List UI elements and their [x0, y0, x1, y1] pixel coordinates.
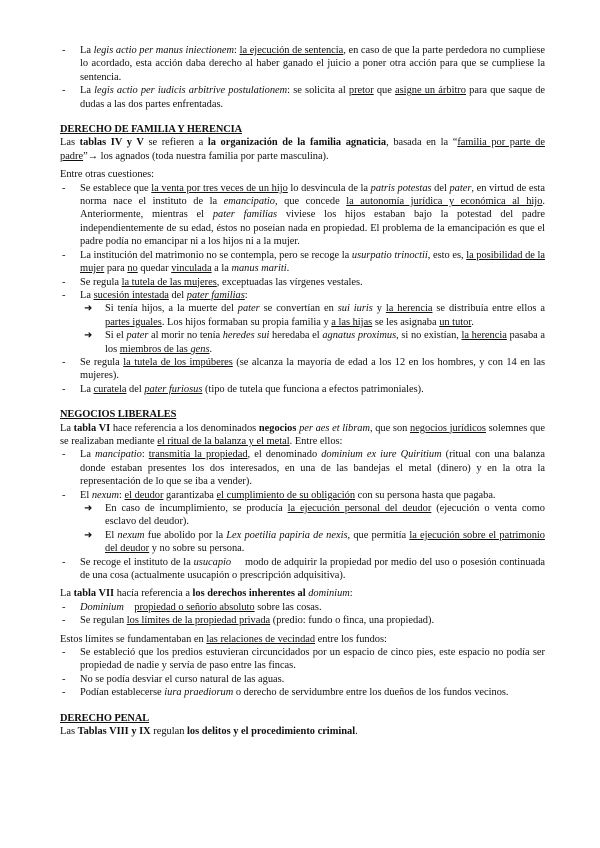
latin-term: gens	[190, 343, 210, 355]
underlined-text: la herencia	[385, 303, 433, 315]
arrow-item-incumplimiento	[60, 502, 545, 529]
text: , el denominado	[247, 449, 322, 461]
text: fue abolido por la	[144, 529, 227, 541]
underlined-text: partes iguales	[105, 316, 162, 328]
text: . Entre ellos:	[289, 435, 343, 447]
underlined-text: un tutor	[439, 316, 472, 328]
latin-term: per aes et libram	[299, 422, 370, 434]
text: , si no existían,	[396, 330, 462, 342]
text: quedar	[137, 263, 172, 275]
latin-term: nexum	[91, 489, 119, 501]
text: Se regula	[80, 356, 124, 368]
text: del	[431, 182, 450, 194]
list-item-legis-actio-iudicis	[60, 84, 545, 111]
text: La	[80, 85, 95, 97]
bold-text: negocios	[258, 422, 297, 434]
bold-text: tabla VII	[73, 588, 115, 600]
text: Si el	[105, 330, 127, 342]
list-item-sucesion	[60, 289, 545, 302]
text: del	[168, 289, 187, 301]
latin-term: sui iuris	[337, 303, 373, 315]
text: viviese los hijos estaban bajo la potestad del padre independientemente de su edad, éstos no poseían nada en propiedad. El problema de la emancipación es que el padre podía no emancipar ni a los hijos ni a la mujer.	[80, 209, 545, 248]
underlined-text: la autonomía jurídica y económica al hijo	[346, 196, 543, 208]
text: En caso de incumplimiento, se producía	[105, 503, 288, 514]
latin-term: agnatus proximus	[322, 330, 397, 342]
text: : se solicita al	[287, 85, 349, 97]
text: del	[126, 383, 145, 395]
underlined-text: sucesión intestada	[93, 289, 169, 301]
bold-text: los derechos inherentes al	[192, 588, 306, 600]
underlined-text: el cumplimiento de su obligación	[216, 489, 356, 501]
latin-term: pater familias	[186, 289, 245, 301]
bold-text: Tablas VIII y IX	[77, 726, 151, 738]
list-item-matrimonio	[60, 249, 545, 276]
text: La	[80, 383, 94, 395]
text: :	[349, 588, 353, 600]
text: Las	[60, 726, 78, 738]
text: La	[80, 45, 94, 56]
text: . Anteriormente, mientras el	[80, 196, 546, 221]
text: a la	[211, 263, 232, 275]
text: Se establece que	[80, 182, 152, 194]
text: La	[80, 289, 94, 301]
underlined-text: la venta por tres veces de un hijo	[151, 182, 288, 194]
latin-term: Lex poetilia papiria de nexis	[226, 529, 348, 541]
paragraph-limites	[60, 633, 545, 646]
text: , exceptuadas las vírgenes vestales.	[216, 276, 363, 288]
underlined-text: la ejecución personal del deudor	[287, 503, 432, 514]
text: para	[104, 263, 128, 275]
text: Se regulan	[80, 615, 127, 627]
latin-term: legis actio per manus iniectionem	[93, 45, 235, 56]
section-heading-negocios: NEGOCIOS LIBERALES	[60, 409, 177, 421]
text: , en virtud de esta norma nace el instituto de la	[80, 182, 546, 208]
text: , que son	[369, 422, 410, 434]
latin-term: heredes sui	[222, 330, 270, 342]
underlined-text: miembros de las	[119, 343, 191, 355]
underlined-text: el deudor	[124, 489, 164, 501]
list-item-tutela-mujeres	[60, 276, 545, 289]
list-item-curatela	[60, 383, 545, 396]
text: El	[80, 489, 92, 501]
text: Si tenía hijos, a la muerte del	[105, 303, 238, 315]
arrow-item-hijos	[60, 302, 545, 329]
text: La	[60, 588, 74, 600]
latin-term: nexum	[117, 529, 145, 541]
latin-term: usucapio	[193, 556, 232, 568]
text: :	[244, 289, 248, 301]
text: que	[373, 85, 396, 97]
text: regulan	[150, 726, 188, 738]
text: .	[471, 316, 474, 328]
text: y	[372, 303, 386, 315]
text: se convertían en	[259, 303, 338, 315]
underlined-text: pretor	[348, 85, 374, 97]
text: (se alcanza la mayoría de edad a los 12 en los hombres, y con 14 en las mujeres).	[80, 356, 545, 382]
list-item-usucapio	[60, 556, 548, 583]
text: lo desvincula de la	[287, 182, 371, 194]
paragraph-tablas-iv-v	[60, 136, 545, 163]
underlined-text: la ejecución sobre el patrimonio del deudor	[105, 529, 545, 555]
bold-text: tabla VI	[73, 422, 111, 434]
text: :	[234, 45, 240, 56]
section-heading-familia: DERECHO DE FAMILIA Y HERENCIA	[60, 124, 243, 136]
list-item-mancipatio	[60, 448, 545, 488]
text: :	[141, 449, 149, 461]
arrow-item-lex-poetilia	[60, 529, 545, 556]
latin-term: dominium	[308, 588, 350, 600]
text: El	[105, 529, 118, 541]
text: entre los fundos:	[315, 633, 387, 645]
underlined-text: la ejecución de sentencia	[239, 45, 344, 56]
list-item-predios: - Se estableció que los predios estuvieran circuncidados por un espacio de cinco pies, este espacio no podía ser propiedad de nadie y servía de paso entre las fincas.	[60, 646, 545, 673]
latin-term: usurpatio trinoctii	[351, 249, 428, 261]
underlined-text: asigne un árbitro	[395, 85, 466, 97]
text: (tipo de tutela que funciona a efectos patrimoniales).	[202, 383, 424, 395]
list-item-aguas: - No se podía desviar el curso natural de las aguas.	[60, 673, 545, 686]
text: se refieren a	[143, 137, 208, 149]
text: . Los hijos formaban su propia familia y	[161, 316, 332, 328]
text: se distribuía entre ellos a	[432, 303, 545, 315]
latin-term: pater familias	[212, 209, 278, 221]
underlined-text: propiedad o señorío absoluto	[134, 601, 255, 613]
text: , en caso de que la parte perdedora no cumpliese lo acordado, esta acción daba derecho al haber ganado el juicio a poner otra acción para que se cumpliese la sentencia.	[80, 45, 545, 83]
underlined-text: curatela	[93, 383, 127, 395]
latin-term: manus mariti	[231, 263, 287, 275]
latin-term: emancipatio	[223, 196, 276, 208]
text: al morir no tenía	[148, 330, 223, 342]
latin-term: mancipatio	[95, 449, 142, 461]
text: .	[355, 726, 358, 738]
list-item-iura-praediorum	[60, 686, 545, 699]
text: solemnes que se realizaban mediante	[60, 422, 545, 447]
paragraph-tabla-vii	[60, 587, 545, 600]
text: Se regula	[80, 276, 122, 288]
list-item-emancipatio	[60, 182, 545, 249]
text: se les asignaba	[372, 316, 440, 328]
underlined-text: la tutela de las mujeres	[121, 276, 217, 288]
list-item-nexum	[60, 489, 545, 502]
latin-term: pater furiosus	[144, 383, 203, 395]
text: .	[209, 343, 213, 355]
text: pasaba a los	[105, 330, 546, 355]
text: Podían establecerse	[80, 687, 165, 699]
section-heading-penal: DERECHO PENAL	[60, 712, 150, 724]
latin-term: legis actio per iudicis arbitrive postulationem	[94, 85, 288, 97]
underlined-text: negocios jurídicos	[410, 422, 486, 434]
bold-text: los delitos y el procedimiento criminal	[187, 726, 356, 738]
latin-term: dominium ex iure Quiritium	[321, 449, 442, 461]
text: garantizaba	[163, 489, 217, 501]
text: heredaba el	[269, 330, 323, 342]
text: ”→ los agnados (toda nuestra familia por parte masculina).	[83, 150, 329, 162]
paragraph-tabla-vi	[60, 422, 545, 449]
underlined-text: a las hijas	[331, 316, 373, 328]
underlined-text: la posibilidad de la mujer	[80, 249, 545, 275]
text: sobre las cosas.	[254, 601, 322, 613]
text: con su persona hasta que pagaba.	[355, 489, 496, 501]
list-item-dominium	[60, 601, 545, 614]
underlined-text: familia por parte de padre	[60, 137, 545, 162]
underlined-text: la tutela de los impúberes	[123, 356, 233, 368]
underlined-text: transmitía la propiedad	[148, 449, 248, 461]
paragraph-tablas-viii-ix	[60, 725, 545, 738]
text: Estos límites se fundamentaban en	[60, 633, 207, 645]
text: Se recoge el instituto de la	[80, 556, 194, 568]
text: (ritual con una balanza donde estaban presentes los dos interesados, en una de las bandejas el metal (dinero) y en la otra la representación de lo que se iba a vender).	[80, 449, 545, 488]
text: hacía referencia a	[114, 588, 193, 600]
arrow-item-agnatus	[60, 329, 545, 356]
text: , que permitía	[347, 529, 410, 541]
document-page	[60, 44, 548, 739]
text: hace referencia a los denominados	[110, 422, 259, 434]
latin-term: iura praediorum	[164, 687, 234, 699]
list-item-legis-actio-manus	[60, 44, 545, 84]
text: (ejecución o venta como esclavo del deudor).	[105, 503, 545, 528]
latin-term: pater	[237, 303, 260, 315]
text: , esto es,	[427, 249, 467, 261]
underlined-text: los límites de la propiedad privada	[126, 615, 271, 627]
text: La	[80, 449, 96, 461]
bold-text: la organización de la familia agnaticia	[207, 137, 387, 149]
text: , que concede	[275, 196, 347, 208]
latin-term: Dominium	[80, 601, 124, 613]
text: y no sobre su persona.	[149, 543, 245, 555]
underlined-text: la herencia	[461, 330, 507, 342]
paragraph-entre-otras: Entre otras cuestiones:	[60, 169, 155, 181]
text: o derecho de servidumbre entre los dueños de los fundos vecinos.	[233, 687, 509, 699]
underlined-text: las relaciones de vecindad	[206, 633, 316, 645]
text: Las	[60, 137, 80, 149]
text: modo de adquirir la propiedad por medio del uso o posesión continuada de una cosa (actualmente usucapión o prescripción adquisitiva).	[80, 556, 548, 582]
latin-term: pater	[449, 182, 472, 194]
text: La	[60, 422, 74, 434]
text: , basada en la “	[386, 137, 458, 149]
bold-text: tablas IV y V	[79, 137, 144, 149]
underlined-text: vinculada	[171, 263, 212, 275]
text	[124, 602, 134, 613]
list-item-tutela-impuberes	[60, 356, 545, 383]
text: (predio: fundo o finca, una propiedad).	[270, 615, 435, 627]
text: :	[118, 489, 125, 501]
latin-term: pater	[126, 330, 149, 342]
latin-term: patris potestas	[370, 182, 432, 194]
underlined-text: el ritual de la balanza y el metal	[157, 435, 290, 447]
text: La institución del matrimonio no se contempla, pero se recoge la	[80, 249, 352, 261]
text: .	[286, 263, 290, 275]
underlined-text: no	[127, 263, 138, 275]
list-item-limites	[60, 614, 545, 627]
text: para que saque de dudas a las dos partes enfrentadas.	[80, 85, 546, 110]
